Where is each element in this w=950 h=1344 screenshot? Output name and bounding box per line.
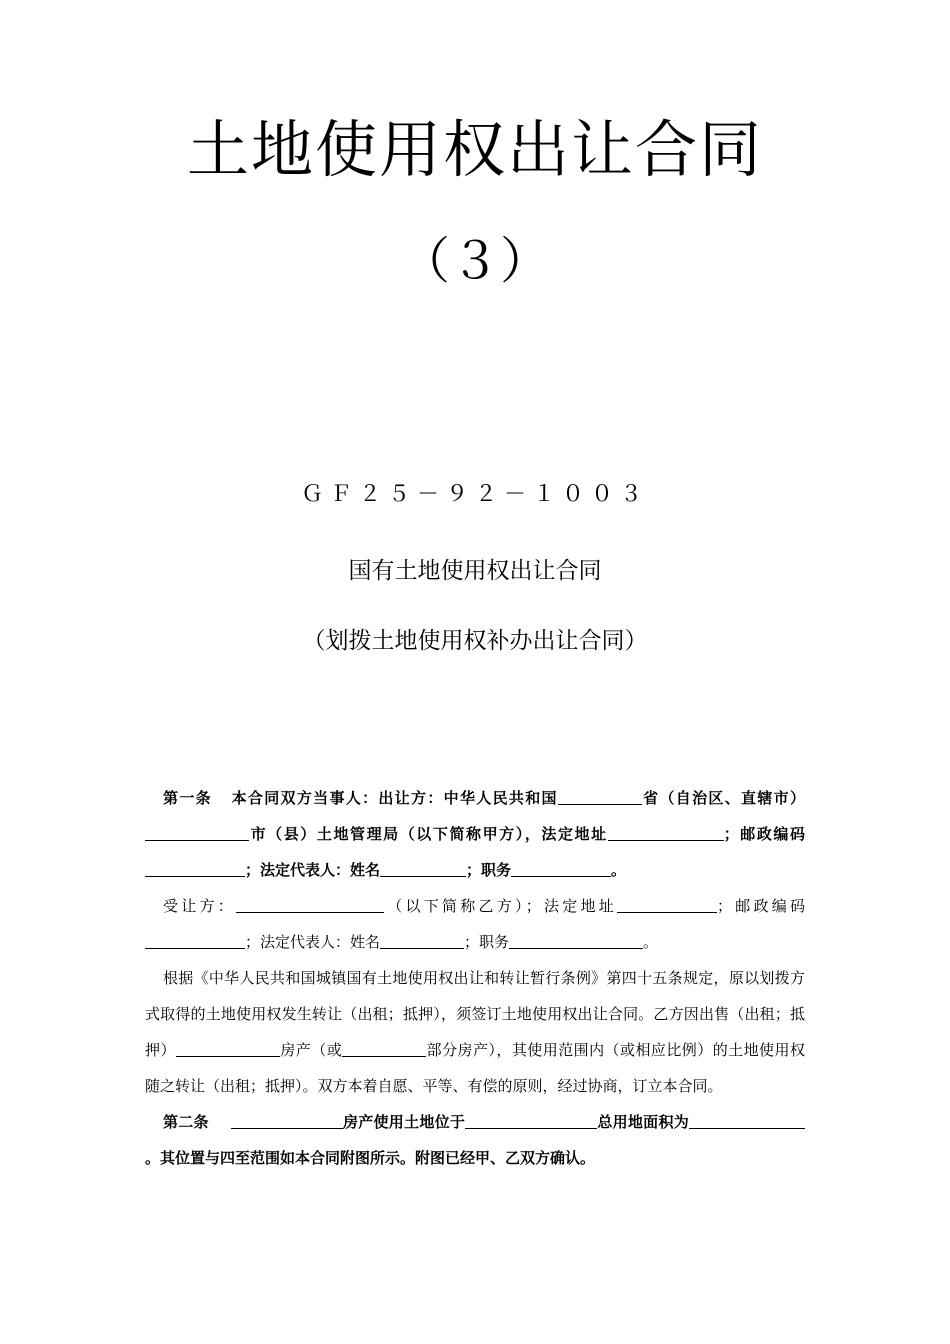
party-b-paragraph — [145, 888, 805, 960]
contract-body — [145, 780, 805, 1176]
party-a-position-blank — [511, 858, 611, 877]
party-b-text-3: ；邮政编码 — [716, 897, 805, 915]
article-2-paragraph — [145, 1104, 805, 1176]
article-1-text-3: 市（县）土地管理局（以下简称甲方），法定地址 — [249, 825, 608, 843]
land-location-blank — [465, 1110, 597, 1129]
article-1-text-1: 本合同双方当事人：出让方：中华人民共和国 — [231, 789, 558, 807]
document-subtitle-secondary: （划拨土地使用权补办出让合同） — [302, 628, 648, 654]
article-1-text-7: 。 — [611, 861, 627, 879]
property-blank — [176, 1038, 280, 1057]
document-number: （３） — [400, 232, 550, 290]
document-code: ＧＦ２５－９２－１００３ — [300, 482, 649, 507]
party-b-text-4: ；法定代表人：姓名 — [245, 933, 381, 951]
party-a-address-blank — [608, 822, 724, 841]
document-title: 土地使用权出让合同 — [186, 113, 763, 186]
article-2-text-3: 。其位置与四至范围如本合同附图所示。附图已经甲、乙双方确认。 — [145, 1149, 596, 1167]
party-a-representative-blank — [380, 858, 466, 877]
article-1-text-5: ；法定代表人：姓名 — [245, 861, 381, 879]
article-1-text-2: 省（自治区、直辖市） — [641, 789, 805, 807]
land-area-blank — [689, 1110, 805, 1129]
party-b-position-blank — [509, 930, 643, 949]
document-subtitle: 国有土地使用权出让合同 — [348, 558, 602, 584]
partial-property-blank — [342, 1038, 426, 1057]
article-1-text-6: ；职务 — [466, 861, 512, 879]
article-2-text-1: 房产使用土地位于 — [342, 1113, 466, 1131]
article-2-text-2: 总用地面积为 — [597, 1113, 689, 1131]
party-b-text-2: （以下简称乙方）；法定地址 — [384, 897, 617, 915]
city-blank — [145, 822, 249, 841]
basis-text-1: 根据《中华人民共和国城镇国有土地使用权出让和转让暂行条例》第四十五条规定，原以划拨方式取得的土地使用权发生转让（出租；抵押），须签订土地使用权出让合同。乙方因出售（出租；抵押） — [145, 969, 805, 1059]
basis-paragraph — [145, 960, 805, 1104]
party-a-postcode-blank — [145, 858, 245, 877]
basis-text-2: 房产（或 — [279, 1041, 343, 1059]
property-name-blank — [231, 1110, 343, 1129]
basis-text-3: 部分房产），其使用范围内（或相应比例）的土地使用权随之转让（出租；抵押）。双方本着自愿、平等、有偿的原则，经过协商，订立本合同。 — [145, 1041, 805, 1095]
article-1-label: 第一条 — [163, 789, 212, 807]
article-1-paragraph — [145, 780, 805, 888]
party-b-text-6: 。 — [643, 933, 659, 951]
party-b-representative-blank — [380, 930, 464, 949]
party-b-text-1: 受让方： — [163, 897, 236, 915]
province-blank — [558, 786, 642, 805]
party-b-postcode-blank — [145, 930, 245, 949]
article-2-label: 第二条 — [163, 1113, 209, 1131]
party-b-address-blank — [617, 894, 717, 913]
article-1-text-4: ；邮政编码 — [723, 825, 805, 843]
party-b-text-5: ；职务 — [464, 933, 510, 951]
party-b-name-blank — [236, 894, 384, 913]
